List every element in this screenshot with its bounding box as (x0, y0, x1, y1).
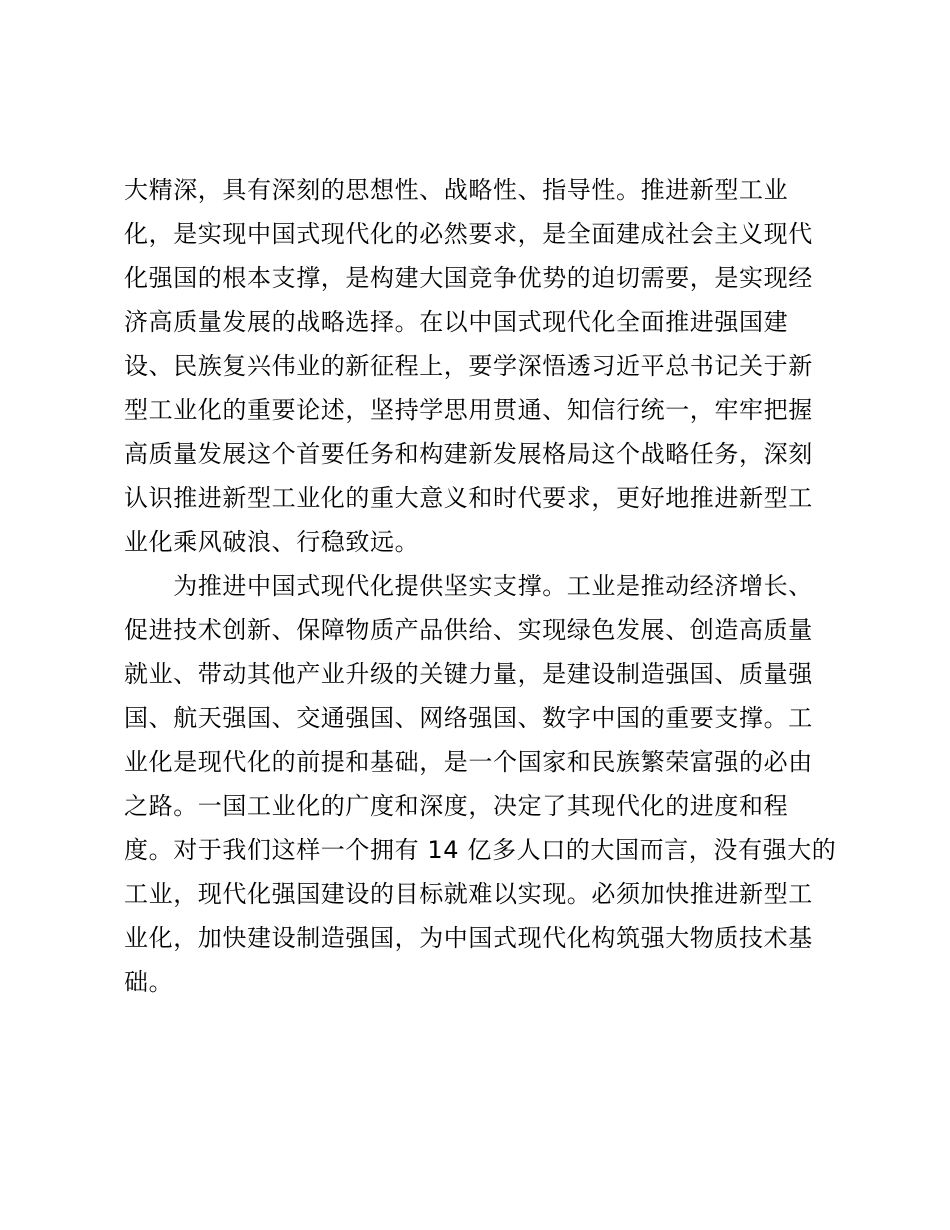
text-line: 型工业化的重要论述，坚持学思用贯通、知信行统一，牢牢把握 (124, 396, 813, 424)
text-line: 设、民族复兴伟业的新征程上，要学深悟透习近平总书记关于新 (124, 352, 813, 380)
text-line: 之路。一国工业化的广度和深度，决定了其现代化的进度和程 (124, 792, 789, 820)
text-line: 为推进中国式现代化提供坚实支撑。工业是推动经济增长、 (124, 572, 813, 600)
text-line: 础。 (124, 968, 174, 996)
text-line: 化强国的根本支撑，是构建大国竞争优势的迫切需要，是实现经 (124, 264, 813, 292)
text-line: 济高质量发展的战略选择。在以中国式现代化全面推进强国建 (124, 308, 789, 336)
text-line: 就业、带动其他产业升级的关键力量，是建设制造强国、质量强 (124, 660, 813, 688)
text-line: 业化是现代化的前提和基础，是一个国家和民族繁荣富强的必由 (124, 748, 813, 776)
text-line: 化，是实现中国式现代化的必然要求，是全面建成社会主义现代 (124, 220, 813, 248)
paragraph (124, 168, 840, 564)
text-line: 业化，加快建设制造强国，为中国式现代化构筑强大物质技术基 (124, 924, 813, 952)
body-text (124, 168, 840, 1004)
paragraph (124, 564, 840, 1004)
text-line: 工业，现代化强国建设的目标就难以实现。必须加快推进新型工 (124, 880, 813, 908)
text-line: 促进技术创新、保障物质产品供给、实现绿色发展、创造高质量 (124, 616, 813, 644)
text-line: 度。对于我们这样一个拥有 14 亿多人口的大国而言，没有强大的 (124, 836, 837, 864)
text-line: 大精深，具有深刻的思想性、战略性、指导性。推进新型工业 (124, 176, 789, 204)
text-line: 国、航天强国、交通强国、网络强国、数字中国的重要支撑。工 (124, 704, 813, 732)
text-line: 业化乘风破浪、行稳致远。 (124, 528, 420, 556)
text-line: 认识推进新型工业化的重大意义和时代要求，更好地推进新型工 (124, 484, 813, 512)
text-line: 高质量发展这个首要任务和构建新发展格局这个战略任务，深刻 (124, 440, 813, 468)
